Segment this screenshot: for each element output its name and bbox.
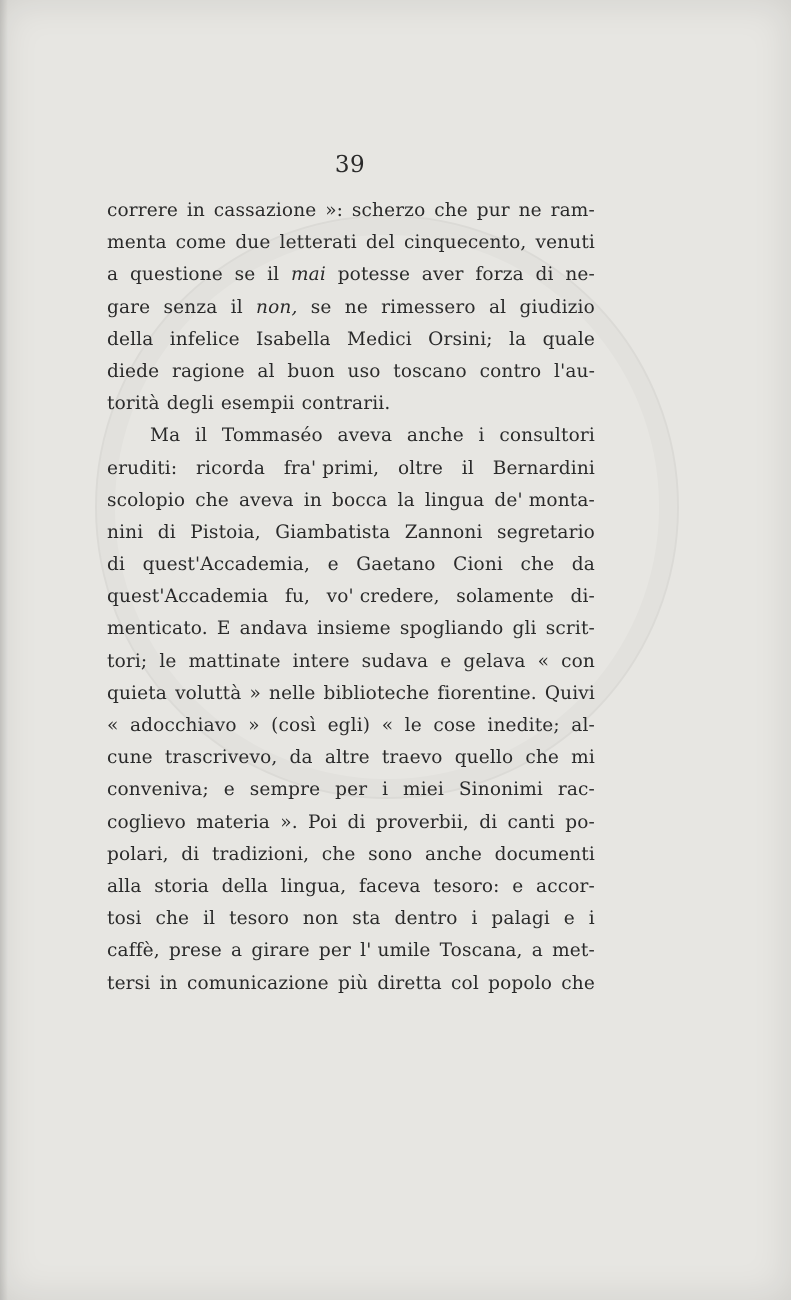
word: faceva <box>358 875 421 897</box>
word: « <box>107 715 119 736</box>
text-line <box>107 420 595 452</box>
word: cinquecento, <box>404 232 527 254</box>
word: quieta <box>107 682 167 704</box>
word: per <box>335 779 368 801</box>
word: storia <box>154 875 209 897</box>
word: aveva <box>239 489 294 511</box>
word: di <box>479 811 498 833</box>
word: che <box>520 554 555 576</box>
word: rac- <box>557 779 595 801</box>
word: potesse <box>337 264 411 286</box>
word: tesoro: <box>433 875 500 897</box>
word: tradizioni, <box>211 843 310 865</box>
word: de' monta- <box>494 489 595 511</box>
word: Quivi <box>544 682 595 704</box>
word: gelava <box>463 650 526 672</box>
word: rimessero <box>381 296 476 318</box>
word: a <box>531 940 543 962</box>
word: po- <box>565 811 595 833</box>
text-line <box>107 774 595 806</box>
word: ne <box>518 200 542 221</box>
word: girare <box>251 940 310 962</box>
word: miei <box>403 779 444 801</box>
word: venuti <box>535 232 595 254</box>
word: contro <box>479 360 542 382</box>
word: proverbii, <box>375 811 469 833</box>
text-line <box>107 195 595 227</box>
word: non, <box>256 296 298 318</box>
word: le <box>159 650 177 672</box>
word: di <box>535 264 554 286</box>
text-line <box>107 227 595 259</box>
word: a <box>231 940 243 962</box>
text-line <box>107 356 595 388</box>
word: di <box>181 843 200 865</box>
word: uso <box>347 360 381 382</box>
word: insieme <box>316 618 391 640</box>
word: non <box>302 908 339 930</box>
word: sempre <box>249 779 321 801</box>
word: cassazione <box>213 200 317 221</box>
word: due <box>235 232 271 254</box>
word: se <box>310 296 332 318</box>
word: torità <box>107 393 160 415</box>
word: dentro <box>394 908 458 930</box>
word: prese <box>169 940 222 962</box>
word: menta <box>107 232 167 254</box>
word: in <box>186 200 205 221</box>
word: diretta <box>377 972 442 994</box>
word: spogliando <box>399 618 504 640</box>
word: tesoro <box>229 908 289 930</box>
word: canti <box>507 811 555 833</box>
word: che <box>321 843 356 865</box>
word: palagi <box>491 908 550 930</box>
word: « <box>381 715 394 736</box>
word: il <box>267 264 280 286</box>
word: Orsini; <box>428 328 493 350</box>
word: col <box>451 972 479 994</box>
word: per <box>318 940 351 962</box>
word: caffè, <box>107 940 160 962</box>
text-line <box>107 871 595 903</box>
word: letterati <box>279 232 357 254</box>
word: il <box>195 425 208 447</box>
text-line <box>107 517 595 549</box>
text-line <box>107 613 595 645</box>
word: che <box>525 747 560 769</box>
word: questione <box>129 264 223 286</box>
word: Tommaséo <box>221 425 323 447</box>
word: intere <box>292 650 350 672</box>
word: » <box>248 715 260 736</box>
word: se <box>234 264 256 286</box>
word: e <box>563 908 575 930</box>
word: oltre <box>397 457 443 479</box>
word: polari, <box>107 843 169 865</box>
word: al- <box>571 715 595 736</box>
word: che <box>561 972 595 994</box>
word: conveniva; <box>107 779 209 801</box>
word: a <box>107 264 119 286</box>
word: esempii <box>220 393 295 415</box>
word: come <box>175 232 227 254</box>
word: ». <box>280 811 298 833</box>
word: Giambatista <box>275 521 391 543</box>
word: tosi <box>107 908 142 930</box>
word: E <box>216 618 231 640</box>
word: la <box>509 328 527 350</box>
word: buon <box>287 360 335 382</box>
text-line <box>107 710 595 742</box>
word: consultori <box>499 425 595 447</box>
word: le <box>404 715 422 736</box>
word: che <box>434 200 468 221</box>
word: anche <box>425 843 482 865</box>
word: mi <box>571 747 595 769</box>
word: » <box>249 682 261 704</box>
word: quest'Accademia <box>107 586 269 608</box>
word: Zannoni <box>404 521 483 543</box>
word: forza <box>475 264 524 286</box>
word: e <box>223 779 235 801</box>
word: ne <box>344 296 368 318</box>
word: materia <box>196 811 270 833</box>
word: vo' credere, <box>326 586 440 608</box>
word: fra' primi, <box>283 457 380 479</box>
word: quello <box>454 747 514 769</box>
word: di <box>107 554 126 576</box>
word: Medici <box>347 328 412 350</box>
word: adocchiavo <box>129 715 237 736</box>
word: (così <box>271 715 317 736</box>
word: in <box>303 489 322 511</box>
word: che <box>155 908 190 930</box>
word: cose <box>433 715 476 736</box>
word: fu, <box>284 586 311 608</box>
word: diede <box>107 360 160 382</box>
word: aveva <box>337 425 393 447</box>
word: mattinate <box>188 650 281 672</box>
word: il <box>203 908 216 930</box>
word: traevo <box>381 747 443 769</box>
word: con <box>561 650 595 672</box>
text-line <box>107 935 595 967</box>
word: da <box>289 747 313 769</box>
word: voluttà <box>175 682 242 704</box>
word: inedite; <box>487 715 560 736</box>
text-line <box>107 968 595 1000</box>
word: giudizio <box>519 296 595 318</box>
word: scherzo <box>351 200 426 221</box>
word: sudava <box>361 650 429 672</box>
word: Cioni <box>453 554 503 576</box>
word: popolo <box>488 972 553 994</box>
word: toscano <box>393 360 467 382</box>
word: aver <box>421 264 464 286</box>
word: nelle <box>269 682 316 704</box>
word: coglievo <box>107 811 186 833</box>
word: anche <box>406 425 464 447</box>
word: l'au- <box>554 360 595 382</box>
word: quale <box>542 328 595 350</box>
word: del <box>365 232 395 254</box>
text-line <box>107 581 595 613</box>
word: e <box>327 554 339 576</box>
word: « <box>537 650 550 672</box>
word: della <box>107 328 154 350</box>
word: al <box>257 360 275 382</box>
text-line <box>107 839 595 871</box>
word: Toscana, <box>439 940 523 962</box>
word: andava <box>239 618 308 640</box>
word: che <box>195 489 229 511</box>
word: il <box>461 457 474 479</box>
word: Pistoia, <box>190 521 261 543</box>
word: correre <box>107 200 178 221</box>
word: scrit- <box>545 618 595 640</box>
word: infelice <box>169 328 240 350</box>
word: ragione <box>171 360 245 382</box>
text-line <box>107 646 595 678</box>
word: alla <box>107 875 142 897</box>
text-line <box>107 453 595 485</box>
word: sta <box>352 908 381 930</box>
word: nini <box>107 521 144 543</box>
text-line <box>107 903 595 935</box>
word: i <box>471 908 478 930</box>
word: senza <box>163 296 218 318</box>
word: solamente <box>456 586 554 608</box>
word: il <box>230 296 243 318</box>
word: gli <box>512 618 537 640</box>
text-line <box>107 485 595 517</box>
word: e <box>440 650 452 672</box>
word: altre <box>324 747 370 769</box>
word: Gaetano <box>356 554 436 576</box>
word: ne- <box>565 264 595 286</box>
word: segretario <box>496 521 595 543</box>
text-line <box>107 324 595 356</box>
text-line <box>107 678 595 710</box>
word: i <box>382 779 389 801</box>
text-line <box>107 549 595 581</box>
text-line <box>107 388 595 420</box>
word: ricorda <box>196 457 266 479</box>
word: cune <box>107 747 153 769</box>
word: bocca <box>331 489 388 511</box>
word: eruditi: <box>107 457 178 479</box>
word: documenti <box>494 843 595 865</box>
text-line <box>107 742 595 774</box>
word: gare <box>107 296 151 318</box>
word: fiorentine. <box>437 682 537 704</box>
word: più <box>337 972 369 994</box>
word: al <box>488 296 507 318</box>
text-line <box>107 292 595 324</box>
word: la <box>397 489 415 511</box>
word: di- <box>570 586 595 608</box>
word: pur <box>476 200 510 221</box>
word: Ma <box>150 425 181 447</box>
word: tori; <box>107 650 148 672</box>
text-line <box>107 807 595 839</box>
word: Isabella <box>256 328 331 350</box>
text-line <box>107 259 595 291</box>
word: e <box>512 875 524 897</box>
word: degli <box>166 393 214 415</box>
word: i <box>478 425 485 447</box>
word: sono <box>368 843 413 865</box>
word: Sinonimi <box>458 779 543 801</box>
word: contrarii. <box>301 393 391 415</box>
word: biblioteche <box>323 682 430 704</box>
word: Poi <box>308 811 338 833</box>
word: met- <box>552 940 595 962</box>
word: di <box>347 811 366 833</box>
body-text <box>107 195 595 1000</box>
word: comunicazione <box>186 972 329 994</box>
page-number: 39 <box>334 152 366 178</box>
word: lingua, <box>280 875 347 897</box>
word: da <box>571 554 595 576</box>
word: ram- <box>550 200 595 221</box>
word: Bernardini <box>492 457 595 479</box>
word: quest'Accademia, <box>142 554 311 576</box>
word: egli) <box>327 715 371 736</box>
word: in <box>159 972 178 994</box>
word: »: <box>325 200 344 221</box>
word: trascrivevo, <box>164 747 278 769</box>
word: accor- <box>536 875 595 897</box>
word: lingua <box>424 489 485 511</box>
word: mai <box>290 264 326 286</box>
word: della <box>221 875 269 897</box>
word: di <box>157 521 176 543</box>
word: l' umile <box>360 940 431 962</box>
word: i <box>588 908 595 930</box>
word: tersi <box>107 972 151 994</box>
word: menticato. <box>107 618 208 640</box>
word: scolopio <box>107 489 186 511</box>
